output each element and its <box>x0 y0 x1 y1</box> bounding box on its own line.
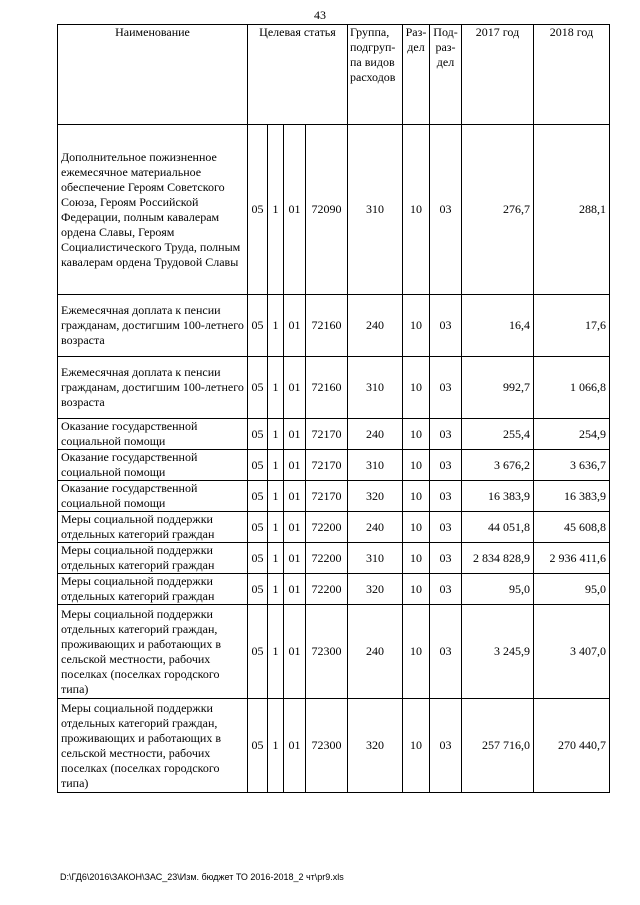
section-code: 10 <box>403 481 430 512</box>
target-code-3: 01 <box>284 357 306 419</box>
subsection-code: 03 <box>430 357 462 419</box>
section-code: 10 <box>403 450 430 481</box>
target-code-1: 05 <box>248 574 268 605</box>
expense-group: 240 <box>348 605 403 699</box>
subsection-code: 03 <box>430 605 462 699</box>
target-code-1: 05 <box>248 543 268 574</box>
section-code: 10 <box>403 419 430 450</box>
expense-group: 310 <box>348 543 403 574</box>
value-2017: 16,4 <box>462 295 534 357</box>
value-2018: 1 066,8 <box>534 357 610 419</box>
expense-group: 320 <box>348 699 403 793</box>
row-name: Меры социальной поддержки отдельных категорий граждан <box>58 574 248 605</box>
value-2017: 16 383,9 <box>462 481 534 512</box>
expense-group: 240 <box>348 512 403 543</box>
target-code-1: 05 <box>248 125 268 295</box>
row-name: Оказание государственной социальной помощи <box>58 450 248 481</box>
target-code-4: 72300 <box>306 699 348 793</box>
target-code-1: 05 <box>248 481 268 512</box>
table-row <box>58 481 610 512</box>
row-name: Ежемесячная доплата к пенсии гражданам, достигшим 100-летнего возраста <box>58 295 248 357</box>
table-row <box>58 543 610 574</box>
header-subsection: Под-раз-дел <box>430 25 462 125</box>
section-code: 10 <box>403 605 430 699</box>
row-name: Меры социальной поддержки отдельных категорий граждан <box>58 543 248 574</box>
value-2018: 270 440,7 <box>534 699 610 793</box>
expense-group: 310 <box>348 125 403 295</box>
header-target: Целевая статья <box>248 25 348 125</box>
value-2017: 255,4 <box>462 419 534 450</box>
row-name: Меры социальной поддержки отдельных категорий граждан <box>58 512 248 543</box>
target-code-3: 01 <box>284 125 306 295</box>
table-row <box>58 512 610 543</box>
value-2017: 257 716,0 <box>462 699 534 793</box>
target-code-1: 05 <box>248 357 268 419</box>
table-row <box>58 574 610 605</box>
target-code-2: 1 <box>268 125 284 295</box>
target-code-3: 01 <box>284 450 306 481</box>
expense-group: 320 <box>348 574 403 605</box>
expense-group: 310 <box>348 450 403 481</box>
subsection-code: 03 <box>430 481 462 512</box>
row-name: Оказание государственной социальной помощи <box>58 481 248 512</box>
target-code-4: 72200 <box>306 543 348 574</box>
table-row <box>58 699 610 793</box>
table-row <box>58 605 610 699</box>
expense-group: 240 <box>348 295 403 357</box>
target-code-3: 01 <box>284 419 306 450</box>
subsection-code: 03 <box>430 574 462 605</box>
value-2018: 254,9 <box>534 419 610 450</box>
table-row <box>58 125 610 295</box>
section-code: 10 <box>403 699 430 793</box>
page-number: 43 <box>314 8 326 22</box>
target-code-1: 05 <box>248 512 268 543</box>
header-2018: 2018 год <box>534 25 610 125</box>
value-2018: 3 407,0 <box>534 605 610 699</box>
target-code-2: 1 <box>268 574 284 605</box>
target-code-3: 01 <box>284 543 306 574</box>
expense-group: 310 <box>348 357 403 419</box>
row-name: Дополнительное пожизненное ежемесячное материальное обеспечение Героям Советского Союза, Героям Российской Федерации, полным кавалерам ордена Славы, Героям Социалистического Труда, полным кавалерам ордена Трудовой Славы <box>58 125 248 295</box>
target-code-3: 01 <box>284 605 306 699</box>
subsection-code: 03 <box>430 295 462 357</box>
row-name: Ежемесячная доплата к пенсии гражданам, достигшим 100-летнего возраста <box>58 357 248 419</box>
subsection-code: 03 <box>430 512 462 543</box>
value-2017: 3 245,9 <box>462 605 534 699</box>
subsection-code: 03 <box>430 419 462 450</box>
header-group: Группа, подгруп-па видов расходов <box>348 25 403 125</box>
section-code: 10 <box>403 512 430 543</box>
section-code: 10 <box>403 574 430 605</box>
table-row <box>58 357 610 419</box>
target-code-4: 72200 <box>306 512 348 543</box>
row-name: Оказание государственной социальной помощи <box>58 419 248 450</box>
value-2018: 95,0 <box>534 574 610 605</box>
subsection-code: 03 <box>430 450 462 481</box>
target-code-1: 05 <box>248 295 268 357</box>
table-row <box>58 295 610 357</box>
target-code-2: 1 <box>268 699 284 793</box>
header-name: Наименование <box>58 25 248 125</box>
value-2017: 3 676,2 <box>462 450 534 481</box>
target-code-2: 1 <box>268 543 284 574</box>
target-code-2: 1 <box>268 357 284 419</box>
table-row <box>58 419 610 450</box>
target-code-2: 1 <box>268 605 284 699</box>
target-code-3: 01 <box>284 295 306 357</box>
target-code-3: 01 <box>284 574 306 605</box>
section-code: 10 <box>403 295 430 357</box>
budget-table <box>57 24 610 793</box>
target-code-3: 01 <box>284 512 306 543</box>
value-2018: 17,6 <box>534 295 610 357</box>
target-code-1: 05 <box>248 699 268 793</box>
table-row <box>58 450 610 481</box>
target-code-2: 1 <box>268 295 284 357</box>
value-2018: 2 936 411,6 <box>534 543 610 574</box>
target-code-4: 72200 <box>306 574 348 605</box>
subsection-code: 03 <box>430 543 462 574</box>
file-path-footer: D:\ГД6\2016\ЗАКОН\ЗАС_23\Изм. бюджет ТО 2016-2018_2 чт\pr9.xls <box>60 872 344 882</box>
subsection-code: 03 <box>430 125 462 295</box>
header-row <box>58 25 610 125</box>
section-code: 10 <box>403 125 430 295</box>
value-2017: 2 834 828,9 <box>462 543 534 574</box>
target-code-1: 05 <box>248 450 268 481</box>
row-name: Меры социальной поддержки отдельных категорий граждан, проживающих и работающих в сельской местности, рабочих поселках (поселках городского типа) <box>58 605 248 699</box>
value-2017: 44 051,8 <box>462 512 534 543</box>
row-name: Меры социальной поддержки отдельных категорий граждан, проживающих и работающих в сельской местности, рабочих поселках (поселках городского типа) <box>58 699 248 793</box>
value-2017: 276,7 <box>462 125 534 295</box>
target-code-4: 72090 <box>306 125 348 295</box>
expense-group: 240 <box>348 419 403 450</box>
target-code-4: 72300 <box>306 605 348 699</box>
header-2017: 2017 год <box>462 25 534 125</box>
header-section: Раз-дел <box>403 25 430 125</box>
target-code-2: 1 <box>268 450 284 481</box>
value-2018: 288,1 <box>534 125 610 295</box>
value-2017: 95,0 <box>462 574 534 605</box>
target-code-1: 05 <box>248 419 268 450</box>
value-2018: 45 608,8 <box>534 512 610 543</box>
section-code: 10 <box>403 543 430 574</box>
subsection-code: 03 <box>430 699 462 793</box>
value-2018: 16 383,9 <box>534 481 610 512</box>
value-2017: 992,7 <box>462 357 534 419</box>
section-code: 10 <box>403 357 430 419</box>
value-2018: 3 636,7 <box>534 450 610 481</box>
target-code-2: 1 <box>268 512 284 543</box>
target-code-2: 1 <box>268 481 284 512</box>
target-code-2: 1 <box>268 419 284 450</box>
target-code-1: 05 <box>248 605 268 699</box>
expense-group: 320 <box>348 481 403 512</box>
target-code-3: 01 <box>284 699 306 793</box>
target-code-4: 72170 <box>306 419 348 450</box>
target-code-4: 72160 <box>306 357 348 419</box>
target-code-4: 72160 <box>306 295 348 357</box>
target-code-3: 01 <box>284 481 306 512</box>
target-code-4: 72170 <box>306 450 348 481</box>
target-code-4: 72170 <box>306 481 348 512</box>
